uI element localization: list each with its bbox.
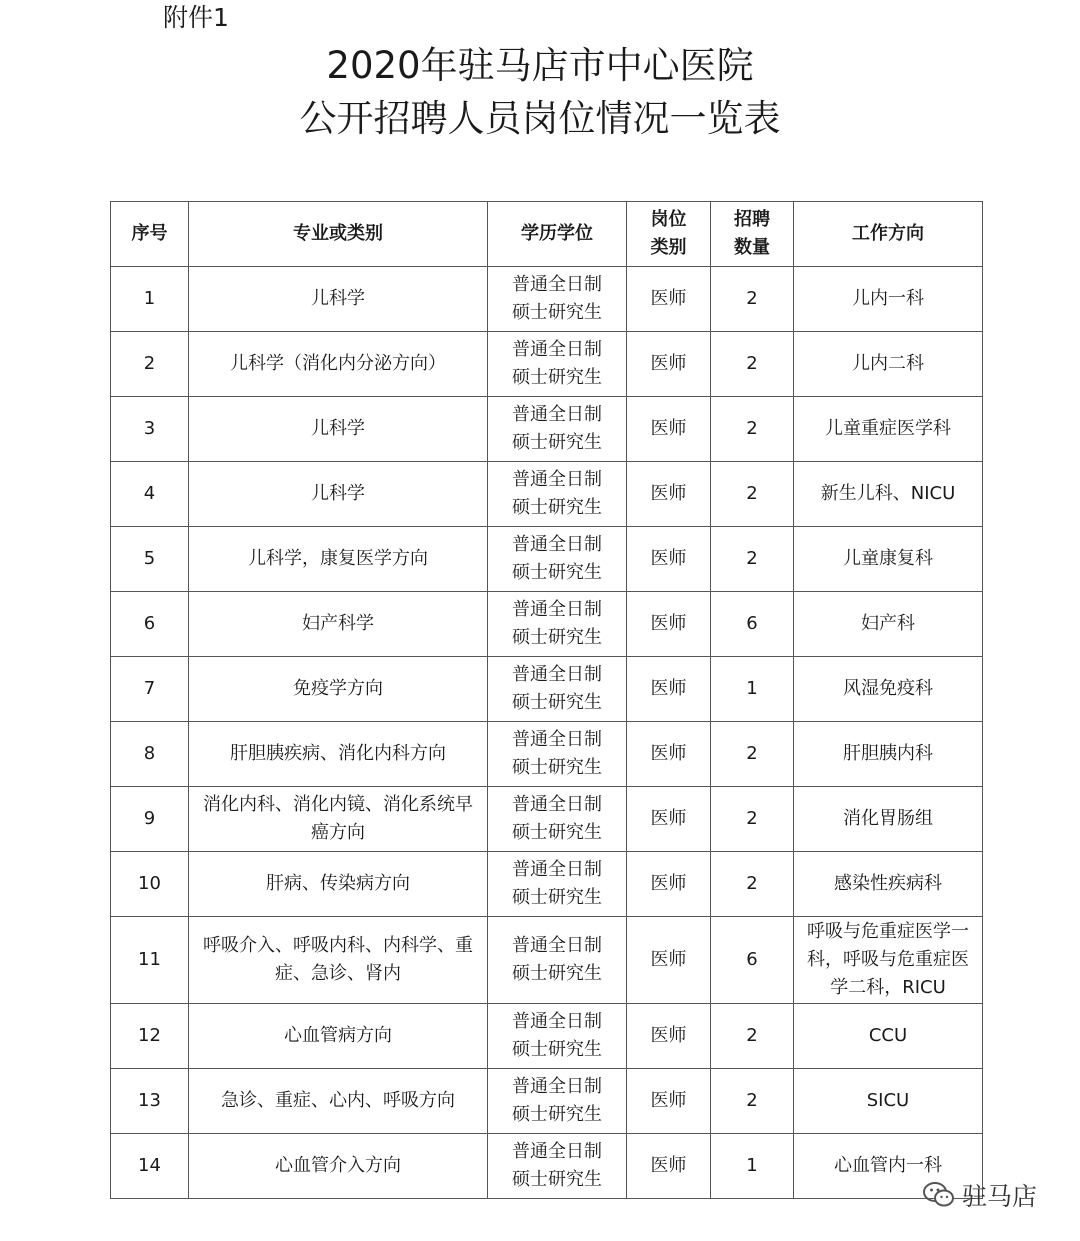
- cell-direction-line: SICU: [866, 1090, 910, 1111]
- cell-major-line: 心血管介入方向: [275, 1155, 401, 1176]
- table-row: [111, 787, 983, 852]
- cell-direction: [794, 1004, 983, 1069]
- cell-degree: [488, 787, 627, 852]
- cell-direction: [794, 787, 983, 852]
- header-count: [711, 202, 794, 267]
- cell-count: 2: [711, 852, 794, 917]
- cell-seq: 7: [111, 657, 189, 722]
- cell-direction-line: 肝胆胰内科: [843, 743, 933, 764]
- cell-seq: 2: [111, 332, 189, 397]
- cell-count: 2: [711, 462, 794, 527]
- cell-degree-line: 硕士研究生: [512, 692, 602, 713]
- cell-count: 2: [711, 527, 794, 592]
- cell-major: [189, 1069, 488, 1134]
- cell-direction-line: 心血管内一科: [834, 1155, 942, 1176]
- wechat-icon: [922, 1180, 956, 1210]
- cell-seq: 8: [111, 722, 189, 787]
- cell-major-line: 儿科学（消化内分泌方向）: [230, 353, 446, 374]
- header-post-type: [627, 202, 711, 267]
- cell-direction: [794, 722, 983, 787]
- cell-seq: 4: [111, 462, 189, 527]
- cell-degree-line: 硕士研究生: [512, 627, 602, 648]
- cell-degree-line: 硕士研究生: [512, 367, 602, 388]
- cell-degree-line: 硕士研究生: [512, 432, 602, 453]
- cell-post-type: 医师: [627, 722, 711, 787]
- table-row: [111, 592, 983, 657]
- cell-direction-line: 风湿免疫科: [843, 678, 933, 699]
- cell-direction: [794, 462, 983, 527]
- cell-post-type: 医师: [627, 527, 711, 592]
- cell-degree-line: 硕士研究生: [512, 757, 602, 778]
- cell-degree: [488, 397, 627, 462]
- cell-direction-line: 消化胃肠组: [843, 808, 933, 829]
- cell-degree-line: 普通全日制: [512, 1011, 602, 1032]
- cell-degree: [488, 1004, 627, 1069]
- cell-direction-line: 儿内一科: [852, 288, 924, 309]
- cell-degree-line: 硕士研究生: [512, 887, 602, 908]
- cell-degree: [488, 1069, 627, 1134]
- header-degree: 学历学位: [488, 202, 627, 267]
- page-title-line-1: 2020年驻马店市中心医院: [326, 44, 754, 87]
- cell-direction: [794, 527, 983, 592]
- header-count-line: 数量: [734, 237, 770, 258]
- cell-major-line: 肝病、传染病方向: [266, 873, 410, 894]
- cell-post-type: 医师: [627, 787, 711, 852]
- header-direction: 工作方向: [794, 202, 983, 267]
- cell-major-line: 儿科学，康复医学方向: [248, 548, 428, 569]
- cell-major-line: 消化内科、消化内镜、消化系统早: [203, 794, 473, 815]
- cell-major-line: 儿科学: [311, 418, 365, 439]
- header-seq: 序号: [111, 202, 189, 267]
- cell-direction-line: CCU: [868, 1025, 908, 1046]
- cell-major: [189, 1134, 488, 1199]
- table-row: [111, 267, 983, 332]
- cell-major: [189, 592, 488, 657]
- cell-major-line: 心血管病方向: [284, 1025, 392, 1046]
- cell-degree-line: 普通全日制: [512, 274, 602, 295]
- cell-degree-line: 普通全日制: [512, 1076, 602, 1097]
- cell-direction-line: 呼吸与危重症医学一: [807, 921, 969, 942]
- cell-degree-line: 普通全日制: [512, 534, 602, 555]
- cell-major: [189, 787, 488, 852]
- cell-post-type: 医师: [627, 397, 711, 462]
- cell-degree: [488, 1134, 627, 1199]
- table-row: [111, 1134, 983, 1199]
- cell-direction-line: 新生儿科、NICU: [820, 483, 956, 504]
- cell-direction: [794, 917, 983, 1004]
- cell-degree-line: 普通全日制: [512, 794, 602, 815]
- cell-count: 2: [711, 787, 794, 852]
- cell-degree: [488, 917, 627, 1004]
- cell-post-type: 医师: [627, 657, 711, 722]
- cell-degree-line: 普通全日制: [512, 404, 602, 425]
- cell-major: [189, 722, 488, 787]
- table-header-row: [111, 202, 983, 267]
- cell-major-line: 症、急诊、肾内: [275, 963, 401, 984]
- cell-count: 2: [711, 722, 794, 787]
- cell-seq: 6: [111, 592, 189, 657]
- cell-post-type: 医师: [627, 592, 711, 657]
- cell-degree-line: 硕士研究生: [512, 1169, 602, 1190]
- cell-major: [189, 462, 488, 527]
- cell-direction-line: 儿童康复科: [843, 548, 933, 569]
- cell-seq: 1: [111, 267, 189, 332]
- cell-major-line: 呼吸介入、呼吸内科、内科学、重: [203, 935, 473, 956]
- cell-degree: [488, 722, 627, 787]
- cell-degree-line: 普通全日制: [512, 469, 602, 490]
- cell-major: [189, 267, 488, 332]
- table-row: [111, 527, 983, 592]
- cell-degree: [488, 657, 627, 722]
- cell-post-type: 医师: [627, 1004, 711, 1069]
- cell-seq: 14: [111, 1134, 189, 1199]
- cell-post-type: 医师: [627, 462, 711, 527]
- cell-direction-line: 感染性疾病科: [834, 873, 942, 894]
- cell-major-line: 急诊、重症、心内、呼吸方向: [221, 1090, 455, 1111]
- cell-seq: 5: [111, 527, 189, 592]
- cell-degree: [488, 462, 627, 527]
- cell-seq: 10: [111, 852, 189, 917]
- cell-degree-line: 普通全日制: [512, 664, 602, 685]
- cell-major: [189, 657, 488, 722]
- cell-degree-line: 硕士研究生: [512, 302, 602, 323]
- cell-degree: [488, 267, 627, 332]
- table-row: [111, 1004, 983, 1069]
- cell-major: [189, 397, 488, 462]
- table-row: [111, 852, 983, 917]
- cell-degree-line: 硕士研究生: [512, 963, 602, 984]
- cell-major-line: 癌方向: [311, 822, 365, 843]
- cell-degree: [488, 332, 627, 397]
- cell-direction-line: 学二科，RICU: [830, 977, 946, 998]
- cell-seq: 9: [111, 787, 189, 852]
- cell-seq: 3: [111, 397, 189, 462]
- cell-count: 2: [711, 397, 794, 462]
- cell-direction: [794, 852, 983, 917]
- cell-degree-line: 普通全日制: [512, 859, 602, 880]
- table-row: [111, 917, 983, 1004]
- cell-direction: [794, 332, 983, 397]
- table-row: [111, 1069, 983, 1134]
- table-row: [111, 397, 983, 462]
- header-major: 专业或类别: [189, 202, 488, 267]
- cell-degree-line: 硕士研究生: [512, 497, 602, 518]
- cell-count: 6: [711, 917, 794, 1004]
- table-body: [111, 267, 983, 1199]
- cell-direction: [794, 657, 983, 722]
- cell-degree-line: 硕士研究生: [512, 562, 602, 583]
- cell-degree-line: 硕士研究生: [512, 822, 602, 843]
- cell-direction: [794, 592, 983, 657]
- cell-count: 2: [711, 267, 794, 332]
- cell-direction-line: 妇产科: [861, 613, 915, 634]
- table-row: [111, 657, 983, 722]
- recruitment-table: [110, 201, 983, 1199]
- cell-count: 2: [711, 332, 794, 397]
- cell-degree: [488, 527, 627, 592]
- attachment-label: 附件1: [163, 3, 229, 32]
- cell-count: 1: [711, 1134, 794, 1199]
- cell-major: [189, 852, 488, 917]
- table-row: [111, 332, 983, 397]
- cell-degree-line: 普通全日制: [512, 599, 602, 620]
- watermark: [922, 1178, 1037, 1212]
- cell-degree: [488, 852, 627, 917]
- cell-count: 1: [711, 657, 794, 722]
- cell-degree-line: 普通全日制: [512, 1141, 602, 1162]
- cell-seq: 11: [111, 917, 189, 1004]
- watermark-text: 驻马店: [962, 1182, 1038, 1211]
- cell-degree-line: 硕士研究生: [512, 1039, 602, 1060]
- cell-major-line: 儿科学: [311, 483, 365, 504]
- cell-post-type: 医师: [627, 1134, 711, 1199]
- cell-post-type: 医师: [627, 332, 711, 397]
- cell-major: [189, 1004, 488, 1069]
- cell-degree-line: 普通全日制: [512, 729, 602, 750]
- cell-direction-line: 儿内二科: [852, 353, 924, 374]
- cell-post-type: 医师: [627, 852, 711, 917]
- header-count-line: 招聘: [734, 209, 770, 230]
- cell-post-type: 医师: [627, 917, 711, 1004]
- cell-direction: [794, 1069, 983, 1134]
- cell-major-line: 免疫学方向: [293, 678, 383, 699]
- cell-direction-line: 科，呼吸与危重症医: [807, 949, 969, 970]
- cell-direction: [794, 397, 983, 462]
- cell-major: [189, 527, 488, 592]
- table-row: [111, 722, 983, 787]
- header-post-type-line: 类别: [650, 237, 687, 258]
- page-title-line-2: 公开招聘人员岗位情况一览表: [299, 97, 781, 140]
- cell-count: 2: [711, 1069, 794, 1134]
- cell-count: 6: [711, 592, 794, 657]
- cell-post-type: 医师: [627, 267, 711, 332]
- cell-degree: [488, 592, 627, 657]
- cell-seq: 12: [111, 1004, 189, 1069]
- cell-degree-line: 普通全日制: [512, 935, 602, 956]
- table-row: [111, 462, 983, 527]
- cell-post-type: 医师: [627, 1069, 711, 1134]
- cell-direction-line: 儿童重症医学科: [825, 418, 951, 439]
- header-post-type-line: 岗位: [650, 209, 687, 230]
- cell-major: [189, 332, 488, 397]
- cell-degree-line: 普通全日制: [512, 339, 602, 360]
- cell-major-line: 妇产科学: [302, 613, 374, 634]
- cell-direction: [794, 267, 983, 332]
- cell-major-line: 儿科学: [311, 288, 365, 309]
- cell-major: [189, 917, 488, 1004]
- cell-major-line: 肝胆胰疾病、消化内科方向: [230, 743, 446, 764]
- cell-count: 2: [711, 1004, 794, 1069]
- cell-seq: 13: [111, 1069, 189, 1134]
- cell-degree-line: 硕士研究生: [512, 1104, 602, 1125]
